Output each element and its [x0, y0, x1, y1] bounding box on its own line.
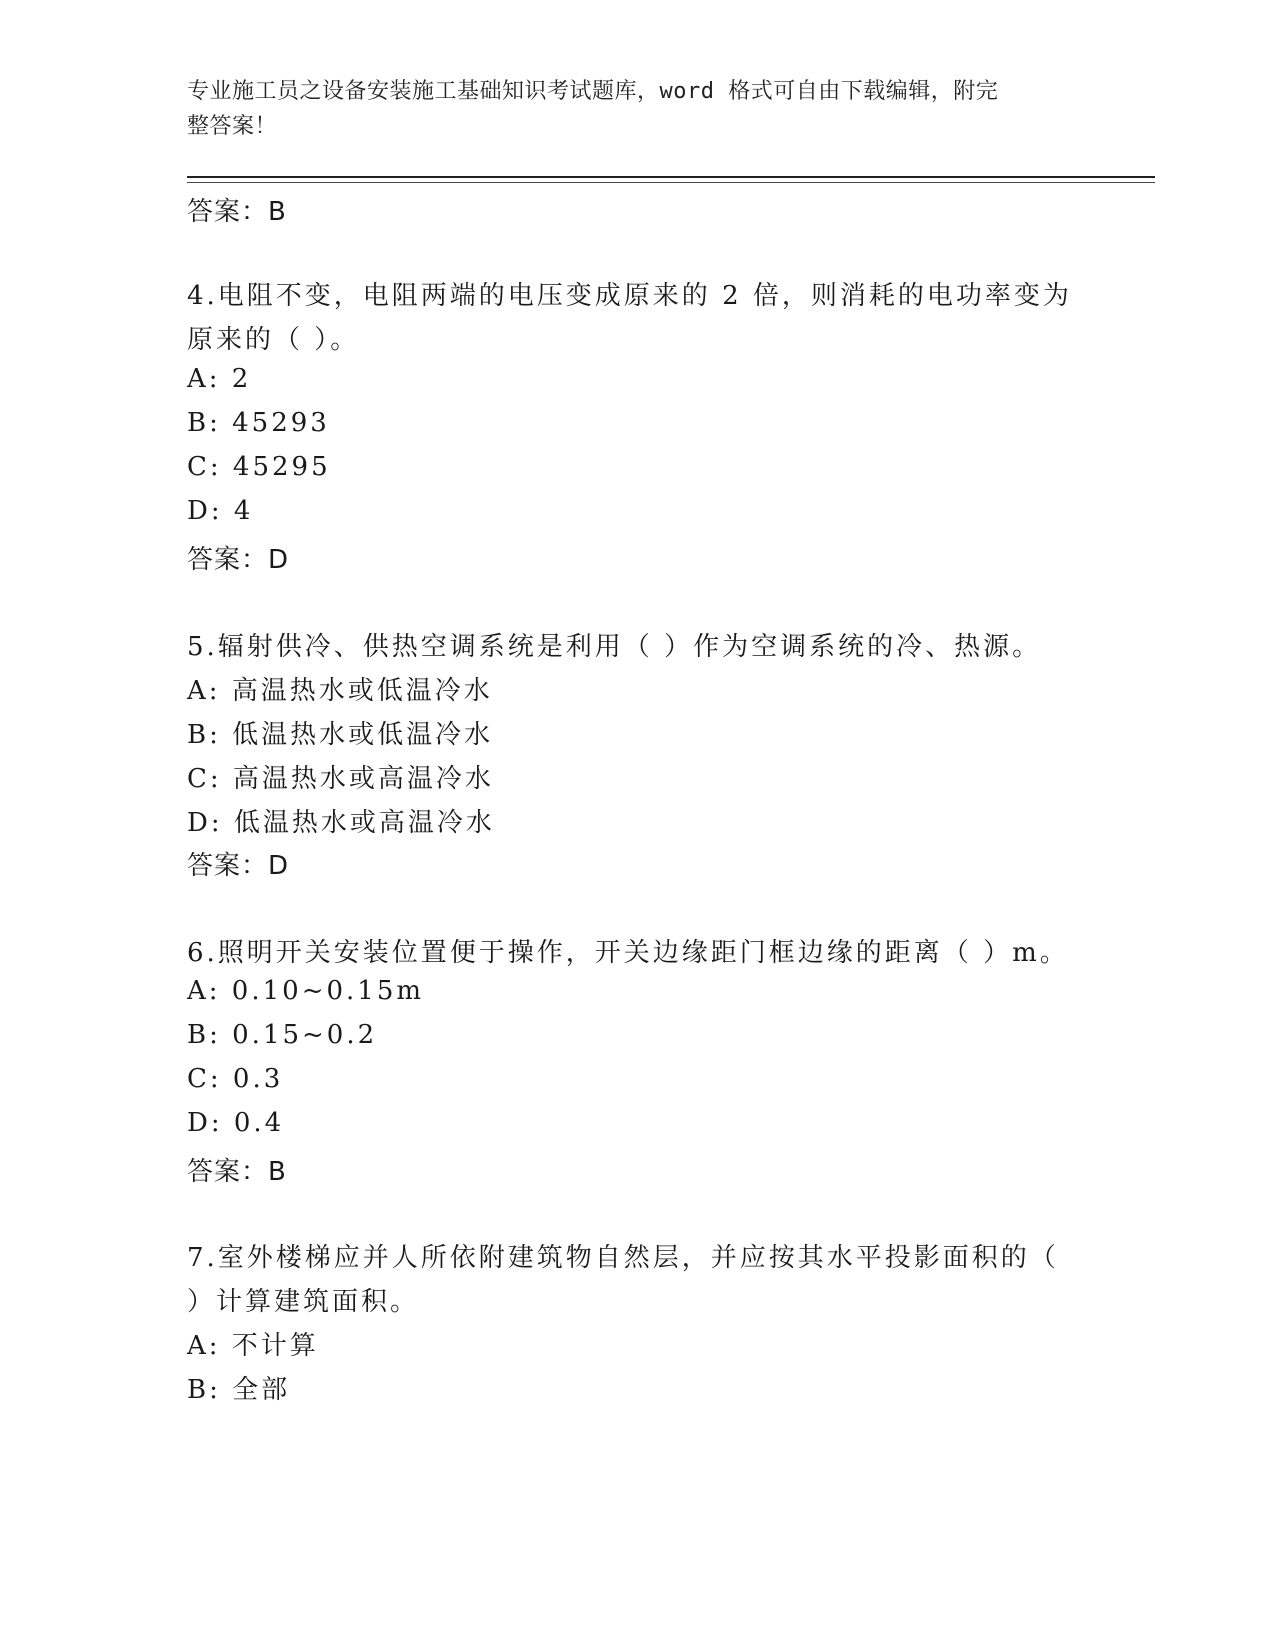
- q7-option-b: B: 全部: [187, 1375, 291, 1405]
- q6-option-d: D: 0.4: [187, 1108, 285, 1138]
- q5-option-c: C: 高温热水或高温冷水: [187, 764, 494, 794]
- q5-stem-line-1: 5.辐射供冷、供热空调系统是利用（ ）作为空调系统的冷、热源。: [187, 632, 1042, 662]
- q4-option-d: D: 4: [187, 496, 254, 526]
- q5-option-d: D: 低温热水或高温冷水: [187, 808, 495, 838]
- q6-option-a: A: 0.10~0.15m: [187, 976, 425, 1006]
- q7-stem-line-1: 7.室外楼梯应并人所依附建筑物自然层，并应按其水平投影面积的（: [187, 1243, 1059, 1273]
- q4-stem-line-1: 4.电阻不变，电阻两端的电压变成原来的 2 倍，则消耗的电功率变为: [187, 281, 1072, 311]
- header-line-1: 专业施工员之设备安装施工基础知识考试题库，word 格式可自由下载编辑，附完: [187, 79, 999, 104]
- q7-option-a: A: 不计算: [187, 1331, 319, 1361]
- q4-answer: 答案：D: [187, 545, 290, 575]
- q6-stem-line-1: 6.照明开关安装位置便于操作，开关边缘距门框边缘的距离（ ）m。: [187, 938, 1069, 968]
- q5-option-a: A: 高温热水或低温冷水: [187, 676, 493, 706]
- header-divider-thin: [187, 182, 1155, 183]
- header-divider-thick: [187, 176, 1155, 178]
- q5-option-b: B: 低温热水或低温冷水: [187, 720, 494, 750]
- answer-previous: 答案：B: [187, 197, 287, 227]
- q6-option-b: B: 0.15~0.2: [187, 1020, 378, 1050]
- q4-option-c: C: 45295: [187, 452, 331, 482]
- document-header: [187, 74, 1067, 144]
- q7-stem-line-2: ）计算建筑面积。: [187, 1287, 420, 1317]
- q4-stem-line-2: 原来的（ ）。: [187, 325, 360, 355]
- q6-option-c: C: 0.3: [187, 1064, 284, 1094]
- header-line-2: 整答案！: [187, 114, 278, 139]
- q5-answer: 答案：D: [187, 851, 290, 881]
- q6-answer: 答案：B: [187, 1157, 287, 1187]
- q4-option-a: A: 2: [187, 364, 252, 394]
- q4-option-b: B: 45293: [187, 408, 330, 438]
